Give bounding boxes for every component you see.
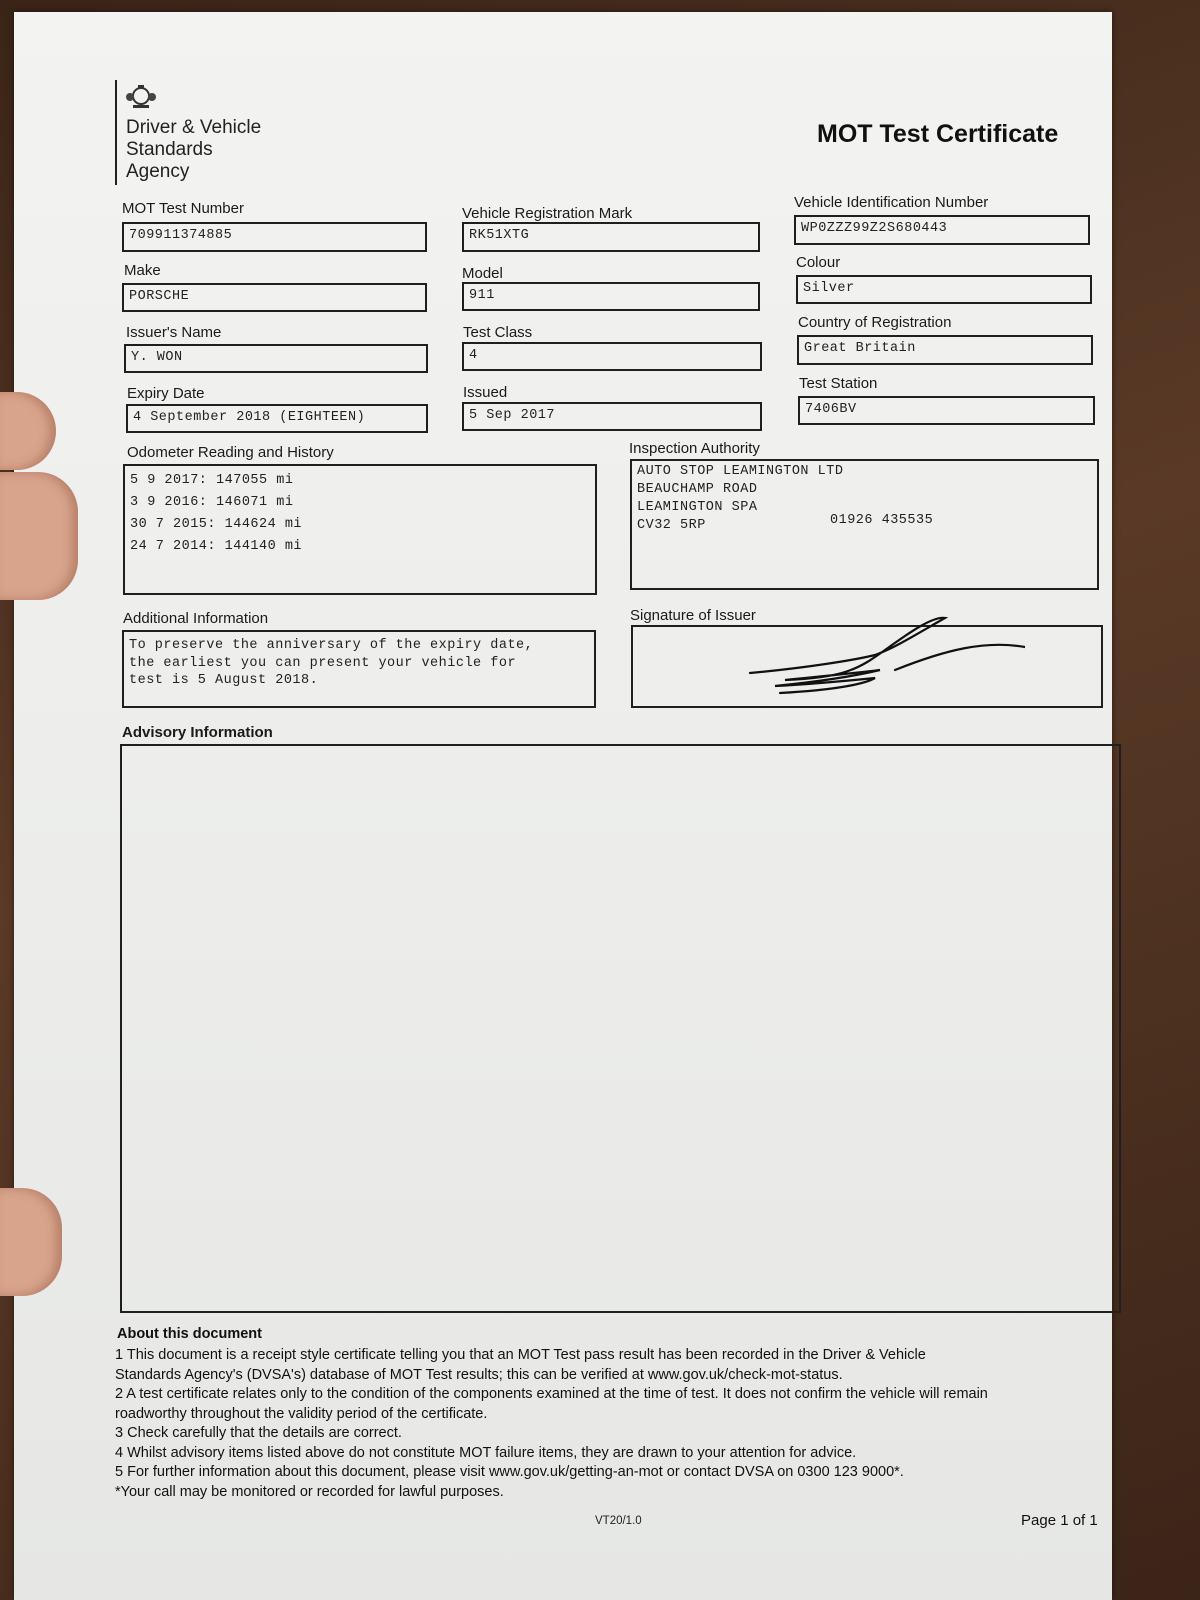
test-class-label: Test Class	[463, 324, 533, 341]
issued-label: Issued	[463, 384, 508, 401]
vin-label: Vehicle Identification Number	[794, 194, 989, 211]
inspection-authority-phone: 01926 435535	[830, 513, 934, 528]
vin-field: WP0ZZZ99Z2S680443	[794, 215, 1090, 245]
country-of-registration-label: Country of Registration	[798, 314, 952, 331]
document-title: MOT Test Certificate	[817, 120, 1059, 148]
mot-test-number-field: 709911374885	[122, 222, 427, 252]
about-item: 1 This document is a receipt style certificate telling you that an MOT Test pass result has been recorded in the Driver & Vehicle	[115, 1347, 926, 1363]
additional-information-line: test is 5 August 2018.	[129, 673, 319, 688]
agency-name	[126, 117, 261, 183]
model-field: 911	[462, 282, 760, 311]
about-item: roadworthy throughout the validity period of the certificate.	[115, 1405, 488, 1422]
agency-line-3: Agency	[126, 161, 190, 182]
odometer-entry: 30 7 2015: 144624 mi	[130, 517, 303, 532]
expiry-date-label: Expiry Date	[127, 385, 205, 402]
inspection-authority-label: Inspection Authority	[629, 440, 760, 457]
odometer-entry: 3 9 2016: 146071 mi	[130, 495, 294, 510]
make-label: Make	[124, 262, 161, 279]
inspection-authority-line: CV32 5RP	[637, 518, 706, 533]
issuers-name-label: Issuer's Name	[126, 324, 222, 341]
test-station-field: 7406BV	[798, 396, 1095, 425]
additional-information-label: Additional Information	[123, 610, 269, 627]
additional-information-box	[122, 630, 596, 708]
odometer-entry: 24 7 2014: 144140 mi	[130, 539, 303, 554]
odometer-entry: 5 9 2017: 147055 mi	[130, 473, 294, 488]
about-document-list	[115, 1346, 1115, 1502]
odometer-label: Odometer Reading and History	[127, 444, 334, 461]
advisory-information-label: Advisory Information	[122, 724, 273, 741]
test-station-label: Test Station	[799, 375, 878, 392]
about-document-title: About this document	[117, 1326, 262, 1342]
inspection-authority-line: BEAUCHAMP ROAD	[637, 482, 758, 497]
form-code: VT20/1.0	[595, 1515, 642, 1527]
country-of-registration-field: Great Britain	[797, 335, 1093, 365]
issued-field: 5 Sep 2017	[462, 402, 762, 431]
vehicle-registration-mark-field: RK51XTG	[462, 222, 760, 252]
mot-test-number-label: MOT Test Number	[122, 200, 244, 217]
test-class-field: 4	[462, 342, 762, 371]
handwritten-signature	[745, 610, 1025, 700]
about-item: 4 Whilst advisory items listed above do not constitute MOT failure items, they are drawn to your attention for advice.	[115, 1444, 857, 1461]
additional-information-line: the earliest you can present your vehicle for	[129, 655, 517, 671]
about-item: Standards Agency's (DVSA's) database of MOT Test results; this can be verified at www.gov.uk/check-mot-status.	[115, 1366, 843, 1383]
make-field: PORSCHE	[122, 283, 427, 312]
page-number: Page 1 of 1	[1021, 1512, 1098, 1529]
about-item: *Your call may be monitored or recorded for lawful purposes.	[115, 1483, 504, 1500]
royal-crest-icon	[124, 84, 158, 110]
inspection-authority-line: AUTO STOP LEAMINGTON LTD	[637, 464, 844, 479]
thumb-bottom	[0, 1188, 62, 1296]
about-item: 3 Check carefully that the details are correct.	[115, 1425, 402, 1441]
odometer-history-box	[123, 464, 597, 595]
colour-field: Silver	[796, 275, 1092, 304]
logo-divider	[115, 80, 117, 185]
additional-information-line: To preserve the anniversary of the expiry date,	[129, 638, 534, 653]
agency-line-1: Driver & Vehicle	[126, 117, 262, 138]
finger-middle	[0, 472, 78, 600]
model-label: Model	[462, 265, 503, 282]
signature-label: Signature of Issuer	[630, 607, 756, 624]
expiry-date-field: 4 September 2018 (EIGHTEEN)	[126, 404, 428, 433]
colour-label: Colour	[796, 254, 841, 271]
advisory-information-box	[120, 744, 1121, 1313]
about-item: 2 A test certificate relates only to the condition of the components examined at the time of test. It does not confirm the vehicle will remain	[115, 1386, 988, 1402]
inspection-authority-line: LEAMINGTON SPA	[637, 500, 758, 515]
about-item: 5 For further information about this document, please visit www.gov.uk/getting-an-mot or contact DVSA on 0300 123 9000*.	[115, 1464, 904, 1480]
vehicle-registration-mark-label: Vehicle Registration Mark	[462, 205, 633, 222]
agency-line-2: Standards	[126, 139, 213, 160]
issuers-name-field: Y. WON	[124, 344, 428, 373]
